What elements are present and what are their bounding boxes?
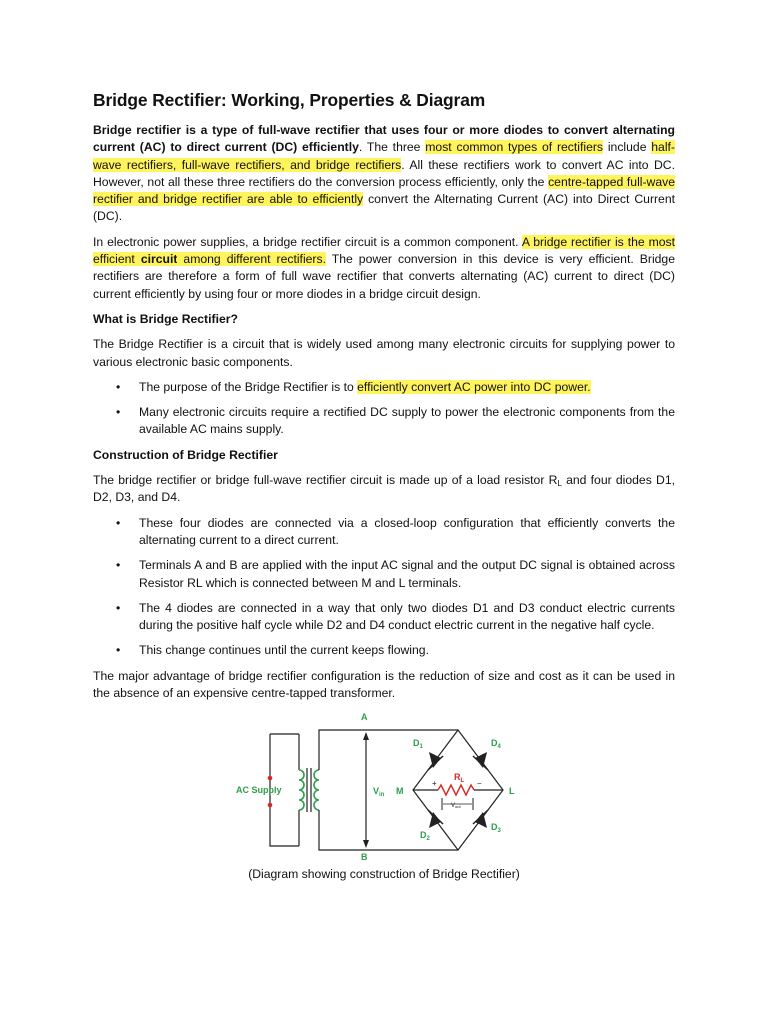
label-d1: $D_1$ — [413, 738, 423, 751]
paragraph-text: The bridge rectifier or bridge full-wave rectifier circuit is made up of a load resistor R — [93, 473, 558, 488]
label-d3: $D_3$ — [491, 822, 501, 835]
figure-caption: (Diagram showing construction of Bridge Rectifier) — [248, 867, 520, 882]
highlight-text: A bridge rectifier is the most efficient — [93, 234, 676, 267]
label-minus: − — [477, 779, 482, 789]
intro-text: . The three — [358, 140, 426, 155]
highlight-text: efficiently convert AC power into DC power. — [357, 379, 591, 394]
diode-d4 — [473, 752, 488, 770]
label-vin: $V_{in}$ — [373, 786, 385, 799]
intro-text: include — [603, 140, 652, 155]
intro-bold-text: Bridge rectifier is a type of full-wave rectifier that uses four or more diodes to convert alternating current (AC) to direct current (DC) efficiently — [93, 123, 675, 155]
terminal-dot — [268, 776, 273, 781]
circuit-diagram-svg — [233, 710, 533, 860]
power-supplies-paragraph — [93, 234, 675, 303]
label-b: B — [361, 852, 368, 861]
advantage-paragraph: The major advantage of bridge rectifier configuration is the reduction of size and cost as it can be used in the absence of an expensive centre-tapped transformer. — [93, 668, 675, 701]
list-item: • These four diodes are connected via a closed-loop configuration that efficiently converts the alternating current to a direct current. — [139, 515, 675, 550]
diode-d3 — [473, 810, 488, 828]
page-title: Bridge Rectifier: Working, Properties & Diagram — [93, 90, 486, 110]
highlight-text: among different rectifiers. — [177, 252, 326, 267]
secondary-wire-b — [319, 810, 458, 850]
vin-arrow-head — [363, 840, 369, 848]
list-item: • This change continues until the current keeps flowing. — [139, 642, 675, 659]
list-item: • Many electronic circuits require a rectified DC supply to power the electronic components from the available AC mains supply. — [139, 404, 675, 439]
label-rl: $R_L$ — [454, 772, 465, 785]
intro-text: . All these rectifiers work to convert AC into DC. However, not all these three rectifiers do the conversion process efficiently, only the — [93, 157, 675, 189]
highlight-bold-text: circuit — [140, 252, 178, 267]
construction-paragraph — [93, 472, 675, 507]
list-item-text: The purpose of the Bridge Rectifier is to — [139, 379, 358, 394]
label-d4: $D_4$ — [491, 738, 501, 751]
list-item: • Terminals A and B are applied with the input AC signal and the output DC signal is obtained across Resistor RL which is connected between M and L terminals. — [139, 557, 675, 592]
load-resistor — [438, 785, 474, 795]
paragraph-text: and four diodes D1, D2, D3, and D4. — [93, 473, 675, 505]
highlight-text: centre-tapped full-wave rectifier and bridge rectifier are able to efficiently — [93, 174, 675, 207]
list-item: • The 4 diodes are connected in a way that only two diodes D1 and D3 conduct electric currents during the positive half cycle while D2 and D4 conduct electric current in the negative half cycle. — [139, 600, 675, 635]
what-is-paragraph: The Bridge Rectifier is a circuit that is widely used among many electronic circuits for supplying power to various electronic basic components. — [93, 337, 675, 369]
highlight-text: half-wave rectifiers, full-wave rectifiers, and bridge rectifiers — [93, 140, 675, 172]
subscript-text: L — [557, 479, 562, 489]
paragraph-text: In electronic power supplies, a bridge rectifier circuit is a common component. — [93, 234, 522, 249]
purpose-list — [93, 379, 675, 439]
label-a: A — [361, 712, 368, 723]
secondary-wire-a — [319, 730, 458, 770]
vin-arrow-head — [363, 732, 369, 740]
diode-d1 — [428, 752, 443, 770]
primary-coil — [299, 770, 304, 810]
diode-d2 — [428, 810, 443, 828]
secondary-coil — [314, 770, 319, 810]
label-d2: $D_2$ — [420, 830, 430, 843]
construction-list — [93, 515, 675, 660]
label-l: L — [509, 786, 515, 797]
label-vout: Vout — [451, 803, 461, 810]
section-heading-what-is: What is Bridge Rectifier? — [93, 311, 238, 326]
list-item — [139, 379, 675, 396]
document-page — [93, 88, 675, 884]
highlight-text: most common types of rectifiers — [425, 140, 604, 155]
section-heading-construction: Construction of Bridge Rectifier — [93, 447, 278, 462]
terminal-dot — [268, 803, 273, 808]
label-plus: + — [432, 779, 437, 789]
intro-text: convert the Alternating Current (AC) into Direct Current (DC). — [93, 192, 675, 224]
intro-paragraph — [93, 122, 675, 226]
label-ac-supply: AC Supply — [236, 785, 282, 796]
bridge-rectifier-diagram — [233, 710, 533, 860]
paragraph-text: The power conversion in this device is very efficient. Bridge rectifiers are therefore a form of full wave rectifier that converts alternating (AC) current to direct (DC) current efficiently by using four or more diodes in a bridge circuit design. — [93, 252, 675, 301]
label-m: M — [396, 786, 404, 797]
